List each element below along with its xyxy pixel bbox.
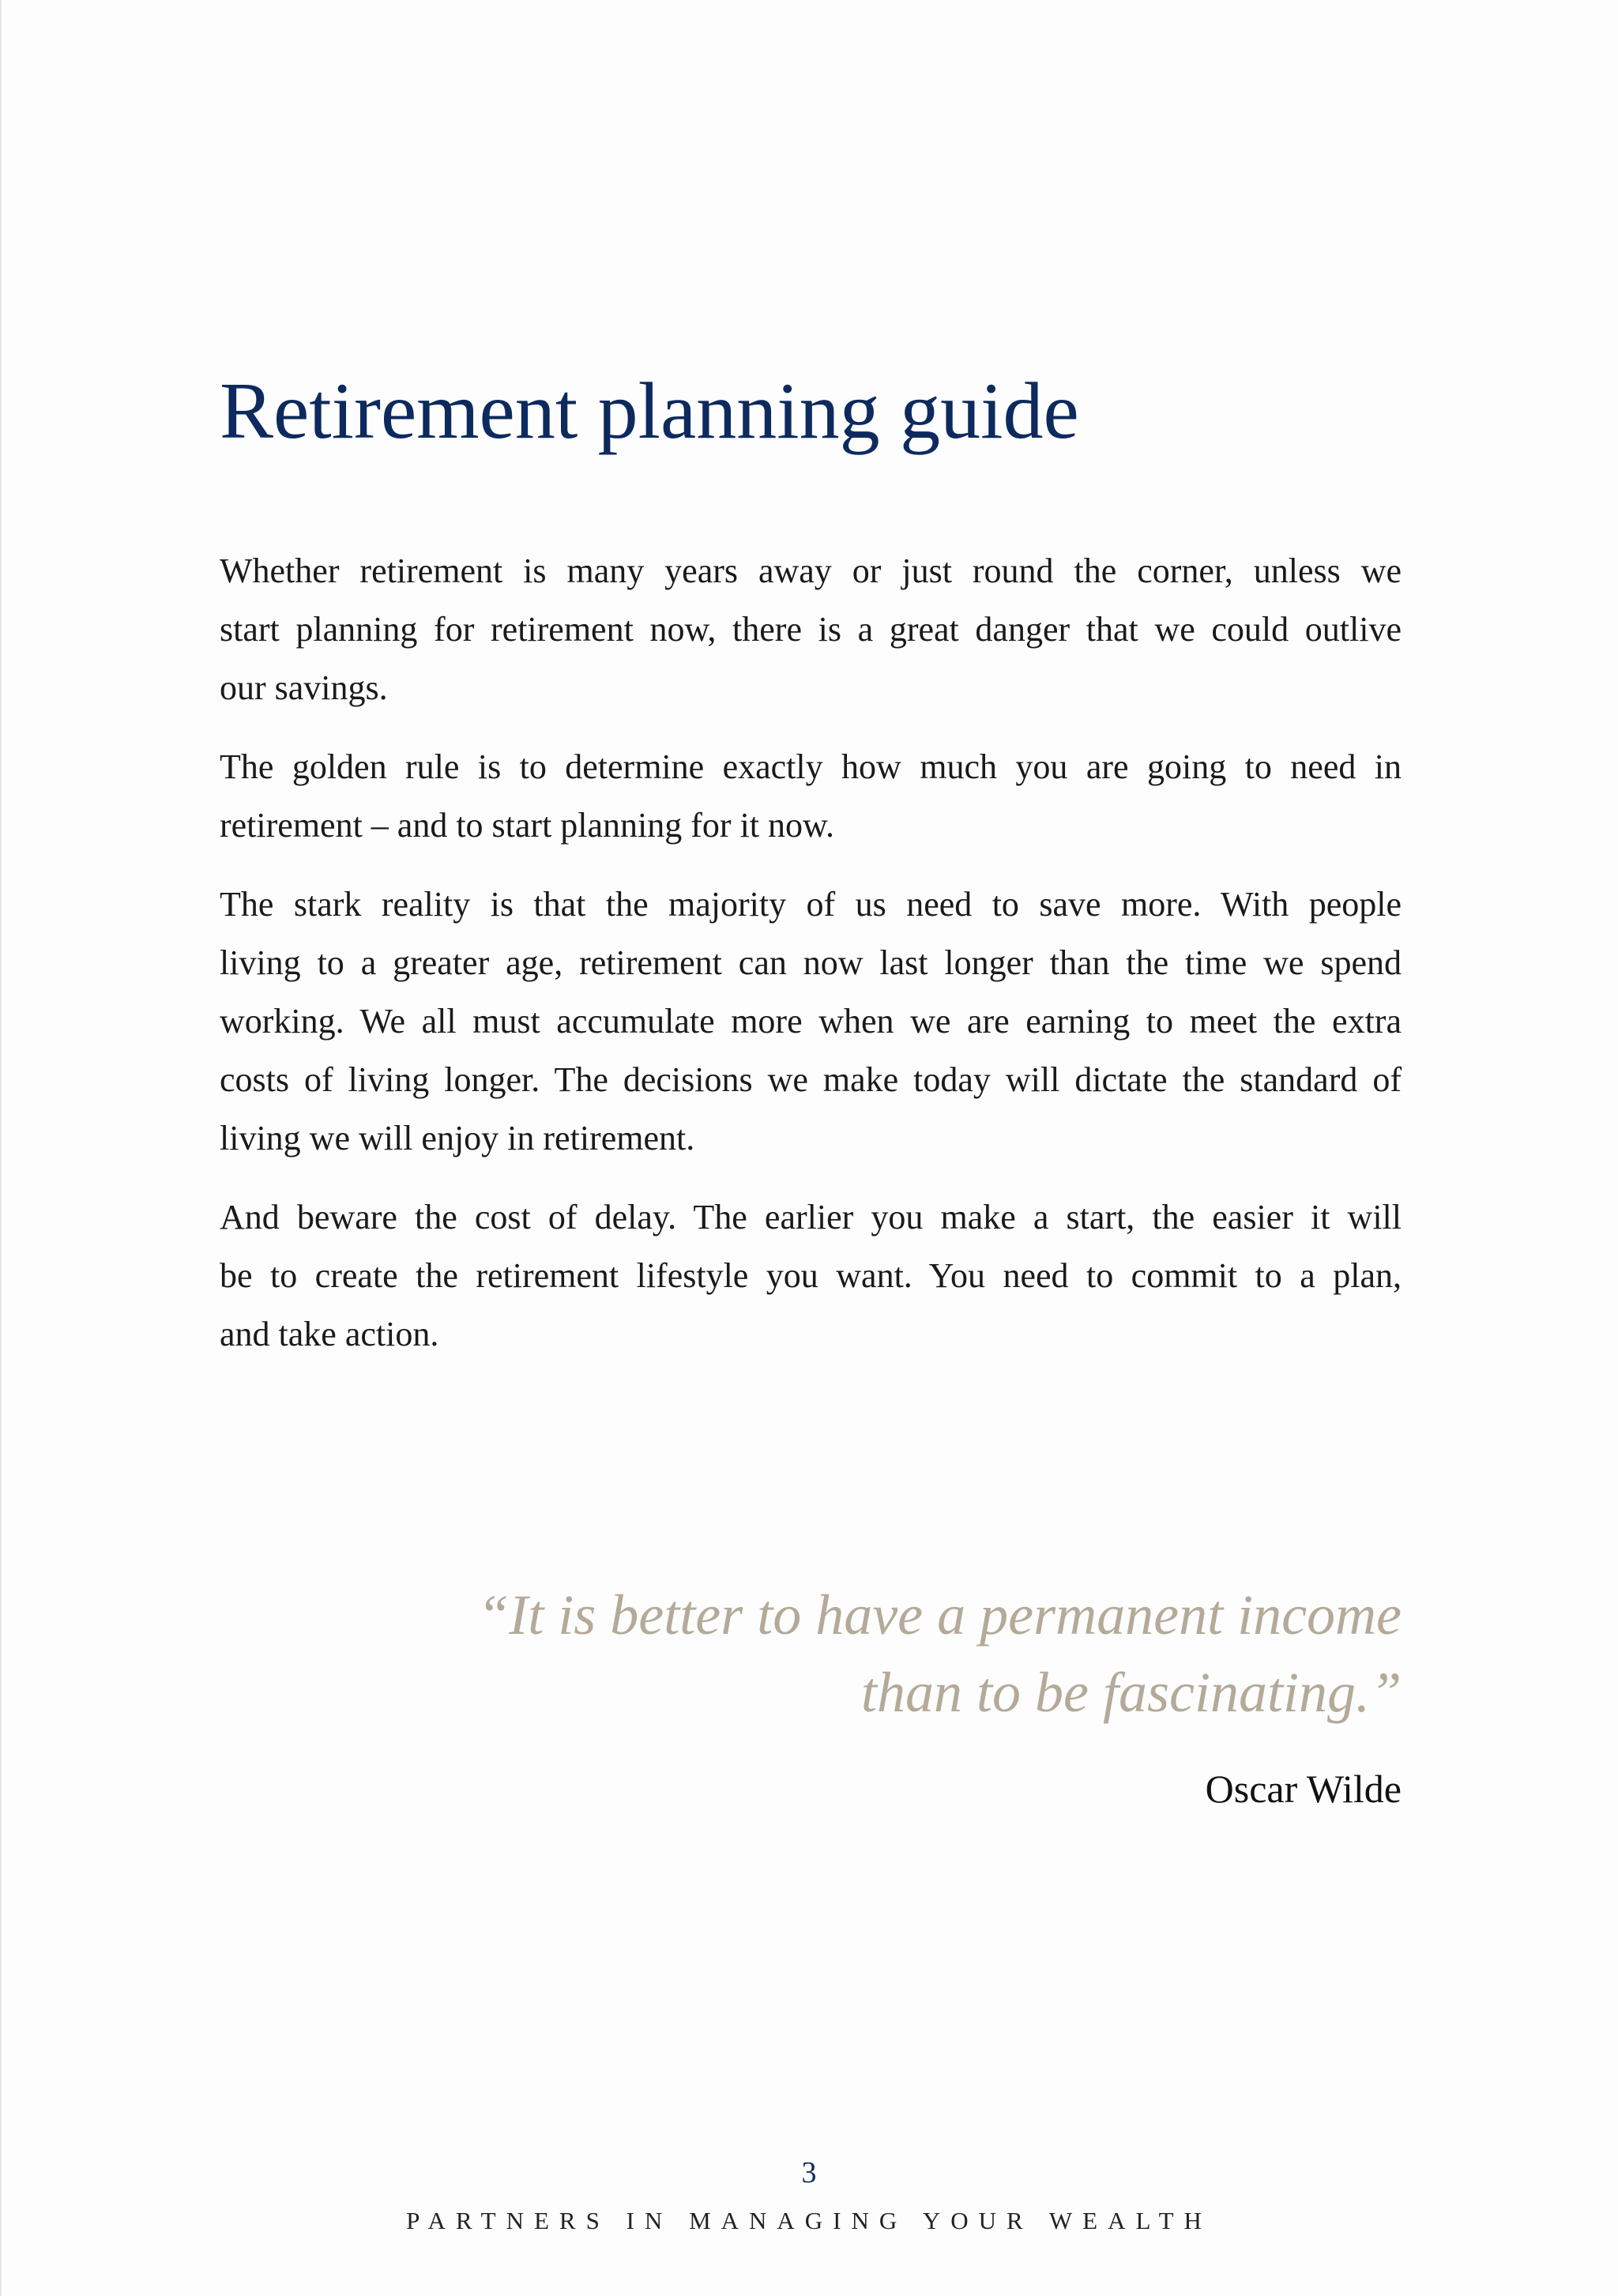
text-line: living to a greater age, retirement can now last longer than the time we spend [220, 943, 1402, 982]
text-line: start planning for retirement now, there is a great danger that we could outlive [220, 610, 1402, 649]
pull-quote [477, 1576, 1402, 1731]
footer-tagline: PARTNERS IN MANAGING YOUR WEALTH [406, 2207, 1212, 2234]
paragraph-4 [220, 1188, 1402, 1364]
paragraph-2 [220, 738, 1402, 855]
page-edge [0, 0, 2, 2296]
page-number: 3 [801, 2156, 817, 2189]
page-title: Retirement planning guide [220, 367, 1079, 456]
paragraph-1 [220, 542, 1402, 717]
text-line: And beware the cost of delay. The earlier you make a start, the easier it will [220, 1198, 1402, 1236]
text-line: The stark reality is that the majority of us need to save more. With people [220, 885, 1402, 924]
text-line: living we will enjoy in retirement. [220, 1119, 695, 1157]
text-line: be to create the retirement lifestyle you want. You need to commit to a plan, [220, 1256, 1402, 1295]
text-line: Whether retirement is many years away or just round the corner, unless we [220, 551, 1402, 590]
text-line: and take action. [220, 1315, 439, 1353]
text-line: working. We all must accumulate more when we are earning to meet the extra [220, 1002, 1402, 1041]
quote-line: than to be fascinating.” [861, 1661, 1402, 1724]
paragraph-3 [220, 875, 1402, 1168]
text-line: The golden rule is to determine exactly how much you are going to need in [220, 747, 1402, 786]
quote-line: “It is better to have a permanent income [477, 1583, 1402, 1647]
text-line: our savings. [220, 668, 388, 707]
quote-author: Oscar Wilde [1205, 1767, 1402, 1811]
text-line: retirement – and to start planning for it now. [220, 806, 834, 845]
text-line: costs of living longer. The decisions we make today will dictate the standard of [220, 1060, 1402, 1099]
body-text [220, 542, 1402, 1384]
